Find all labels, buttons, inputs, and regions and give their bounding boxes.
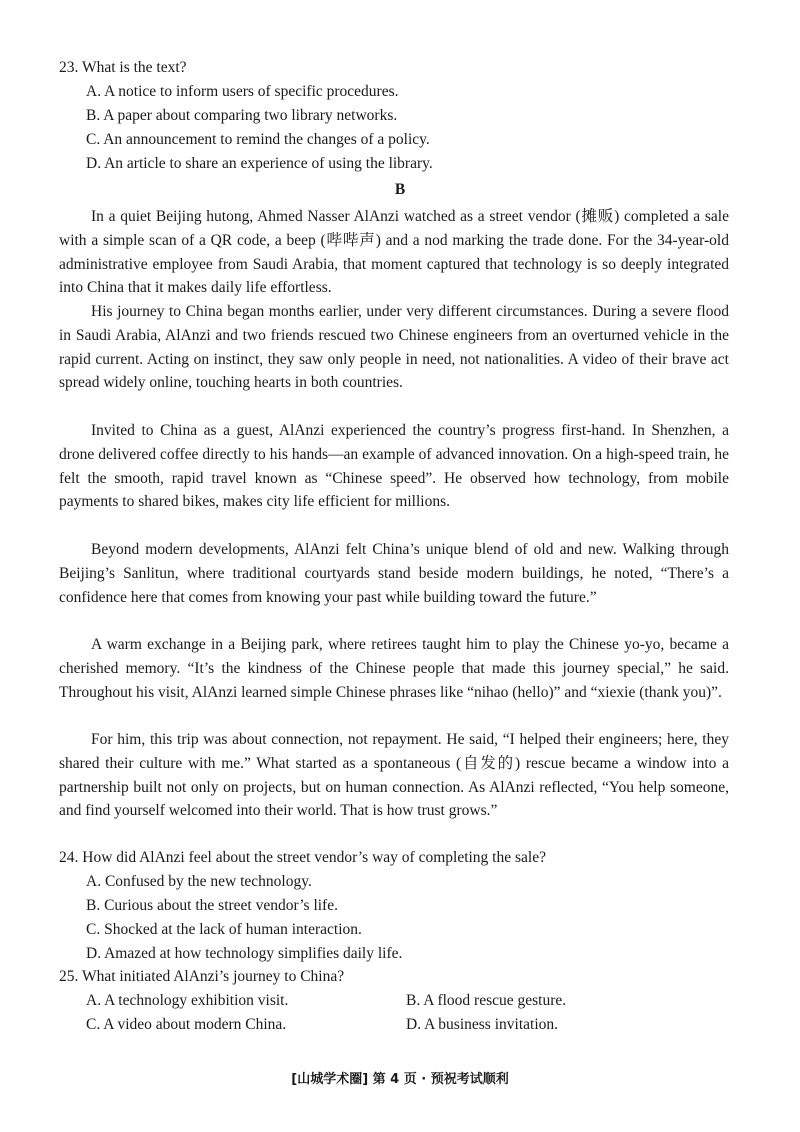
question-24-option-a: A. Confused by the new technology. [86, 873, 312, 890]
question-24-option-b: B. Curious about the street vendor’s life. [86, 897, 338, 914]
page-footer: [山城学术圈] 第 4 页 · 预祝考试顺利 [291, 1072, 509, 1087]
question-25-stem: 25. What initiated AlAnzi’s journey to China? [59, 968, 345, 985]
question-24-option-d: D. Amazed at how technology simplifies daily life. [86, 945, 403, 962]
passage-paragraph-4: Beyond modern developments, AlAnzi felt China’s unique blend of old and new. Walking through Beijing’s Sanlitun, where traditional courtyards stand beside modern buildings, he noted, “There’s a confidence here that comes from knowing your past while building toward the future.” [59, 541, 729, 606]
question-24-stem: 24. How did AlAnzi feel about the street vendor’s way of completing the sale? [59, 849, 546, 866]
question-25-option-c: C. A video about modern China. [86, 1016, 287, 1033]
question-23-option-b: B. A paper about comparing two library networks. [86, 107, 398, 124]
question-23-stem: 23. What is the text? [59, 59, 187, 76]
question-25-option-d: D. A business invitation. [406, 1016, 558, 1033]
passage-paragraph-1: In a quiet Beijing hutong, Ahmed Nasser AlAnzi watched as a street vendor (摊贩) completed a sale with a simple scan of a QR code, a beep (哔哔声) and a nod marking the trade done. For the 34-year-old administrative employee from Saudi Arabia, that moment captured that technology is so deeply integrated into China that it makes daily life effortless. [59, 208, 729, 297]
question-23-option-c: C. An announcement to remind the changes of a policy. [86, 131, 430, 148]
section-b-label: B [394, 181, 406, 198]
passage-paragraph-6: For him, this trip was about connection, not repayment. He said, “I helped their engineers; here, they shared their culture with me.” What started as a spontaneous (自发的) rescue became a window into a partnership built not only on projects, but on human connection. As AlAnzi reflected, “You help someone, and find yourself welcomed into their world. That is how trust grows.” [59, 731, 729, 820]
question-25-option-b: B. A flood rescue gesture. [406, 992, 567, 1009]
passage-paragraph-3: Invited to China as a guest, AlAnzi experienced the country’s progress first-hand. In Shenzhen, a drone delivered coffee directly to his hands—an example of advanced innovation. On a high-speed train, he felt the smooth, rapid travel known as “Chinese speed”. He observed how technology, from mobile payments to shared bikes, makes city life efficient for millions. [59, 422, 729, 511]
passage-paragraph-5: A warm exchange in a Beijing park, where retirees taught him to play the Chinese yo-yo, became a cherished memory. “It’s the kindness of the Chinese people that made this journey special,” he said. Throughout his visit, AlAnzi learned simple Chinese phrases like “nihao (hello)” and “xiexie (thank you)”. [59, 636, 729, 701]
passage-paragraph-2: His journey to China began months earlier, under very different circumstances. During a severe flood in Saudi Arabia, AlAnzi and two friends rescued two Chinese engineers from an overturned vehicle in the rapid current. Acting on instinct, they saw only people in need, not nationalities. A video of their brave act spread widely online, touching hearts in both countries. [59, 303, 729, 392]
question-25-option-a: A. A technology exhibition visit. [86, 992, 289, 1009]
question-23-option-d: D. An article to share an experience of using the library. [86, 155, 433, 172]
question-24-option-c: C. Shocked at the lack of human interaction. [86, 921, 362, 938]
question-23-option-a: A. A notice to inform users of specific procedures. [86, 83, 399, 100]
